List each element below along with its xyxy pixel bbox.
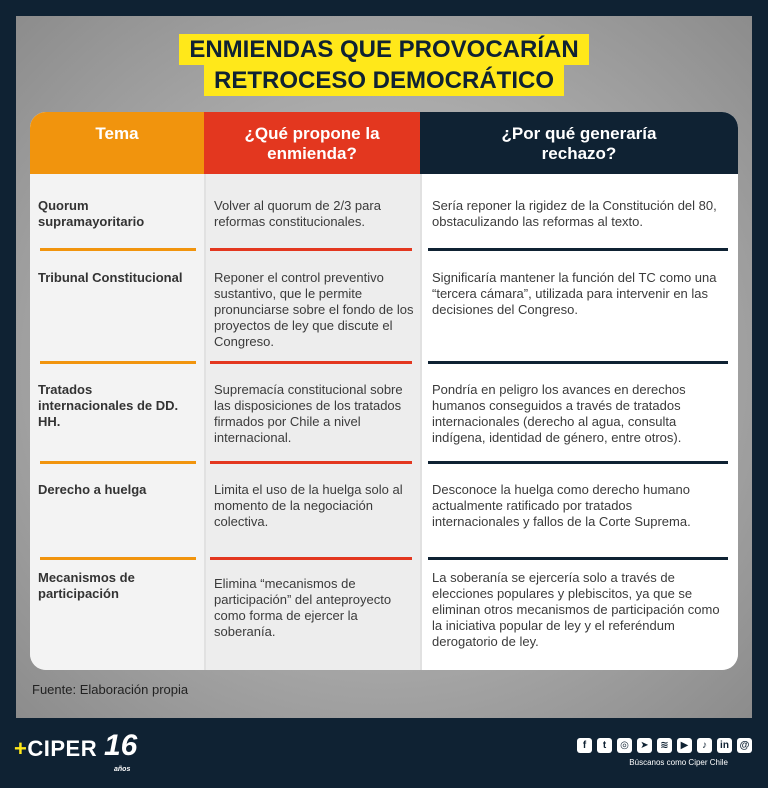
row-separator (428, 248, 728, 251)
instagram-icon[interactable]: ◎ (617, 738, 632, 753)
row-3-tema: Tratados internacionales de DD. HH. (38, 382, 179, 429)
title-line-1: ENMIENDAS QUE PROVOCARÍAN (179, 34, 588, 65)
row-separator (210, 248, 412, 251)
header-propone: ¿Qué propone la enmienda? (204, 112, 420, 174)
row-1-tema: Quorum supramayoritario (38, 198, 145, 229)
row-separator (40, 461, 196, 464)
spotify-icon[interactable]: ≋ (657, 738, 672, 753)
title-line-2: RETROCESO DEMOCRÁTICO (204, 65, 564, 96)
youtube-icon[interactable]: ▶ (677, 738, 692, 753)
social-links (577, 738, 752, 753)
row-separator (428, 557, 728, 560)
linkedin-icon[interactable]: in (717, 738, 732, 753)
row-1-propone: Volver al quorum de 2/3 para reformas constitucionales. (214, 198, 381, 229)
row-separator (428, 361, 728, 364)
search-hint: Búscanos como Ciper Chile (629, 758, 728, 767)
row-5-tema: Mecanismos de participación (38, 570, 135, 601)
row-1-rechazo: Sería reponer la rigidez de la Constitución del 80, obstaculizando las reformas al texto. (432, 198, 717, 229)
row-separator (210, 557, 412, 560)
row-2-tema: Tribunal Constitucional (38, 270, 183, 285)
row-4-rechazo: Desconoce la huelga como derecho humano actualmente ratificado por tratados internacionales y fallos de la Corte Suprema. (432, 482, 691, 529)
row-separator (210, 461, 412, 464)
row-4-propone: Limita el uso de la huelga solo al momento de la negociación colectiva. (214, 482, 403, 529)
row-2-propone: Reponer el control preventivo sustantivo, que le permite pronunciarse sobre el fondo de los proyectos de ley que discute el Congreso. (214, 270, 414, 349)
row-4-tema: Derecho a huelga (38, 482, 147, 497)
twitter-icon[interactable]: t (597, 738, 612, 753)
row-separator (428, 461, 728, 464)
page-title (174, 34, 594, 96)
anniversary-badge: 16 años (104, 729, 138, 773)
row-separator (40, 248, 196, 251)
amendments-table (30, 112, 738, 670)
tiktok-icon[interactable]: ♪ (697, 738, 712, 753)
row-separator (40, 557, 196, 560)
facebook-icon[interactable]: f (577, 738, 592, 753)
threads-icon[interactable]: @ (737, 738, 752, 753)
row-5-propone: Elimina “mecanismos de participación” del anteproyecto como forma de ejercer la soberanía. (214, 576, 392, 639)
source-note: Fuente: Elaboración propia (32, 682, 189, 697)
row-separator (210, 361, 412, 364)
ciper-logo[interactable]: +CIPER (14, 736, 98, 761)
row-3-rechazo: Pondría en peligro los avances en derechos humanos conseguidos a través de tratados internacionales (derecho al agua, consulta indígena, identidad de género, entre otros). (432, 382, 686, 445)
row-2-rechazo: Significaría mantener la función del TC como una “tercera cámara”, utilizada para intervenir en las decisiones del Congreso. (432, 270, 717, 317)
row-separator (40, 361, 196, 364)
header-rechazo: ¿Por qué generaría rechazo? (420, 112, 738, 174)
row-3-propone: Supremacía constitucional sobre las disposiciones de los tratados firmados por Chile a nivel internacional. (214, 382, 403, 445)
row-5-rechazo: La soberanía se ejercería solo a través de elecciones populares y plebiscitos, ya que se eliminan otros mecanismos de participación como la iniciativa popular de ley y el referéndum derogatorio de ley. (432, 570, 720, 649)
header-tema: Tema (30, 112, 204, 174)
telegram-icon[interactable]: ➤ (637, 738, 652, 753)
